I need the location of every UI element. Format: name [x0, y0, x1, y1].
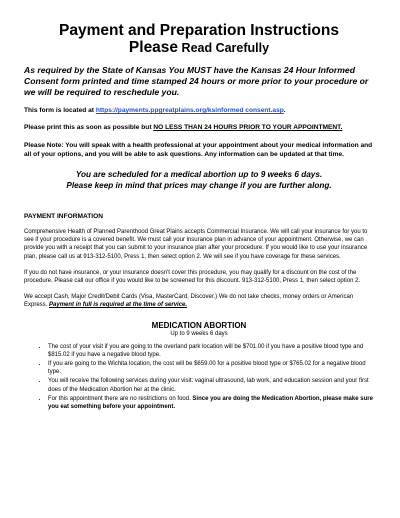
payment-heading: PAYMENT INFORMATION — [24, 213, 104, 220]
print-note-deadline: NO LESS THAN 24 HOURS PRIOR TO YOUR APPOINTMENT. — [153, 124, 343, 131]
kansas-notice: As required by the State of Kansas You MUST have the Kansas 24 Hour Informed Consent form printed and time stamped 24 hours or more prior to your procedure or we will be required to reschedule you. — [24, 65, 369, 97]
payment-methods-text: We accept Cash, Major Credit/Debit Cards (Visa, MasterCard, Discover.) We do not take checks, money orders or American Express. — [24, 294, 354, 309]
page-title — [24, 22, 374, 57]
medication-list — [24, 343, 374, 412]
form-link[interactable]: https://payments.ppgreatplains.org/ksinformed consent.asp — [95, 107, 284, 114]
please-note: Please Note: You will speak with a health professional at your appointment about your medical information and all of your options, and you will be able to ask questions. Any information can be updated at that time. — [24, 142, 373, 158]
form-location-prefix: This form is located at — [24, 107, 96, 114]
payment-paragraph-methods — [24, 293, 374, 309]
title-line-2 — [24, 39, 374, 57]
print-note-prefix: Please print this as soon as possible but — [24, 124, 154, 131]
payment-paragraph-discount: If you do not have insurance, or your insurance doesn't cover this procedure, you may qualify for a discount on the cost of the procedure. Please call our office if you would like to be screened for this discount. 913-312-5100, Press 1, then select option 2. — [24, 269, 361, 285]
scheduled-notice — [24, 169, 374, 191]
scheduled-line-1: You are scheduled for a medical abortion up to 9 weeks 6 days. — [75, 170, 323, 179]
title-please: Please — [128, 39, 179, 56]
list-item: • If you are going to the Wichita location, the cost will be $659.00 for a positive blood type or $765.02 for a negative blood type. — [48, 360, 374, 376]
form-location-suffix: . — [283, 107, 286, 114]
list-item — [48, 395, 374, 411]
list-item: • You will receive the following services during your visit: vaginal ultrasound, lab work, and education session and your first does of the Medication Abortion her at the clinic. — [48, 377, 374, 393]
list-item: • The cost of your visit if you are going to the overland park location will be $701.00 if you have a positive blood type and $815.02 if you have a negative blood type. — [48, 343, 374, 359]
eat-before-note: Since you are doing the Medication Abortion, please make sure you eat something before your appointment. — [48, 395, 373, 411]
title-line-1: Payment and Preparation Instructions — [59, 22, 339, 39]
payment-in-full: Payment in full is required at the time of service. — [49, 302, 188, 309]
medication-title: MEDICATION ABORTION — [151, 320, 247, 330]
payment-paragraph-insurance: Comprehensive Health of Planned Parenthood Great Plains accepts Commercial Insurance. We will call your insurance for you to see if your procedure is a covered benefit. We must call your insurance plan in advance of your appointment. Otherwise, we can provide you with a receipt that you can submit to your insurance plan after your procedure. If you would like to use your insurance plan, please call us at 913-312-5100, Press 1, then select option 2. We will see if you have coverage for these services. — [24, 229, 368, 260]
medication-subtitle: Up to 9 weeks 6 days — [170, 330, 228, 337]
print-note — [24, 123, 374, 132]
scheduled-line-2: Please keep in mind that prices may change if you are further along. — [66, 181, 332, 190]
title-read-carefully: Read Carefully — [178, 41, 270, 55]
food-note: For this appointment there are no restrictions on food. — [48, 395, 193, 402]
form-location — [24, 107, 374, 114]
